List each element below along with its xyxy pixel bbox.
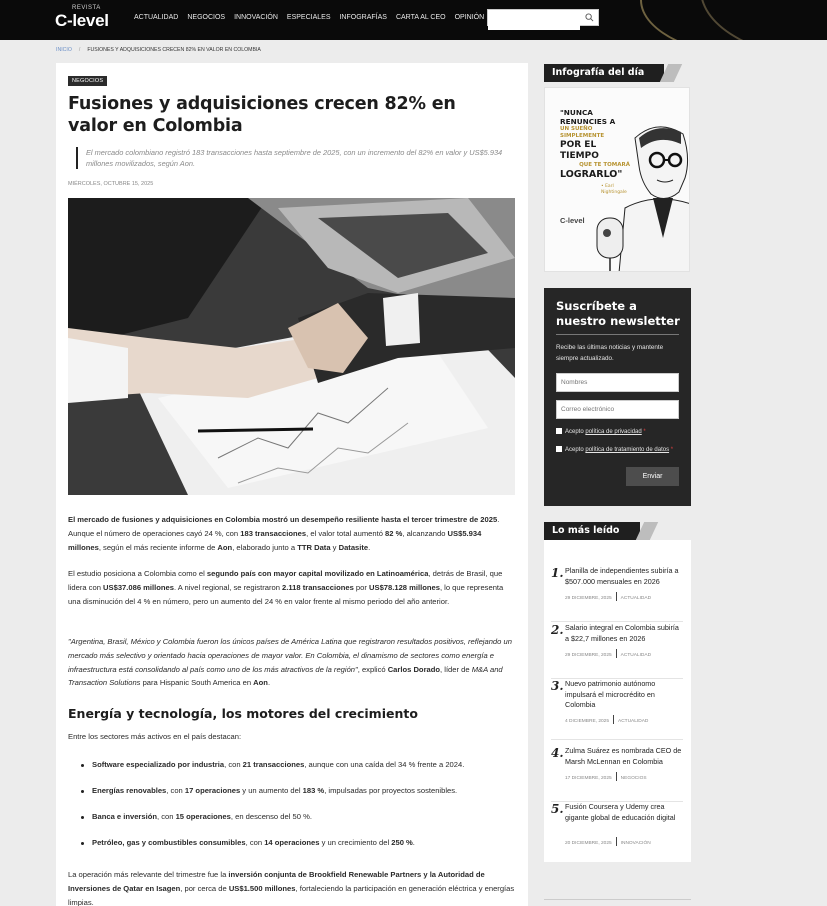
- data-treatment-checkbox[interactable]: [556, 446, 562, 452]
- article-hero-image: [68, 198, 515, 495]
- checkbox-label: Acepto: [565, 447, 586, 453]
- privacy-checkbox[interactable]: [556, 428, 562, 434]
- text-run: , el valor total aumentó: [306, 528, 386, 538]
- site-logo[interactable]: [55, 5, 125, 35]
- item-category[interactable]: NEGOCIOS: [620, 776, 647, 781]
- text-run-bold: Carlos Dorado: [387, 664, 441, 674]
- text-run: , explicó: [357, 664, 388, 674]
- text-run-bold: TTR Data: [297, 542, 331, 552]
- text-run: para Hispanic South America en: [140, 678, 254, 688]
- text-run-bold: 17 operaciones: [184, 786, 241, 795]
- text-run: , impulsadas por proyectos sostenibles.: [324, 786, 458, 795]
- meta-separator: [616, 649, 617, 658]
- privacy-policy-link[interactable]: política de privacidad: [585, 429, 642, 435]
- paragraph-2: [68, 567, 516, 608]
- data-consent: [556, 446, 681, 454]
- nav-item-carta-al-ceo[interactable]: CARTA AL CEO: [395, 13, 446, 21]
- text-run: .: [267, 678, 271, 688]
- checkbox-label: Acepto: [565, 429, 586, 435]
- paragraph-5: [68, 868, 516, 906]
- quote-line: QUE TE TOMARÁ: [579, 162, 630, 168]
- text-run: , con: [166, 786, 185, 795]
- meta-separator: [616, 837, 617, 846]
- text-run-bold: 15 operaciones: [175, 812, 231, 821]
- item-date: 4 DICIEMBRE, 2025: [565, 719, 609, 724]
- required-mark: *: [670, 447, 674, 453]
- data-treatment-policy-link[interactable]: política de tratamiento de datos: [585, 447, 670, 453]
- item-number: 3.: [551, 679, 564, 693]
- text-run: .: [412, 838, 415, 847]
- paragraph-3-quote: [68, 635, 516, 690]
- article-lead: El mercado colombiano registró 183 transacciones hasta septiembre de 2025, con un incremento del 82% en valor y US$5.934 millones movilizados, según Aon.: [76, 147, 506, 169]
- text-run-bold: 2.118 transacciones: [282, 582, 354, 592]
- breadcrumb: [56, 47, 261, 53]
- item-title[interactable]: Fusión Coursera y Udemy crea gigante global de educación digital: [565, 802, 676, 822]
- most-read-item[interactable]: [551, 744, 683, 802]
- text-run-bold: 183 transacciones: [240, 528, 307, 538]
- text-run: El estudio posiciona a Colombia como el: [68, 569, 207, 578]
- item-date: 20 DICIEMBRE, 2025: [565, 841, 612, 846]
- text-run-bold: US$5.934 millones: [68, 528, 482, 552]
- item-meta: [565, 649, 651, 658]
- top-navigation-bar: [0, 0, 827, 40]
- meta-separator: [616, 772, 617, 781]
- nav-item-infografias[interactable]: INFOGRAFÍAS: [339, 13, 387, 21]
- search-input[interactable]: [488, 15, 580, 30]
- main-nav: [134, 0, 493, 34]
- text-run-bold: Energías renovables: [92, 786, 167, 795]
- text-run: y un aumento del: [240, 786, 303, 795]
- most-read-list: [544, 540, 691, 862]
- text-run-bold: US$78.128 millones: [369, 582, 440, 592]
- quote-line: UN SUEÑO SIMPLEMENTE: [560, 126, 605, 139]
- search-icon[interactable]: [585, 13, 594, 22]
- heading-accent: [636, 522, 658, 540]
- item-number: 2.: [551, 623, 564, 637]
- newsletter-form: [544, 288, 691, 506]
- most-read-item[interactable]: [551, 677, 683, 740]
- logo-main-text: C-level: [55, 11, 109, 30]
- text-run: , alcanzando: [402, 528, 448, 538]
- quote-author: • Earl Nightingale: [601, 184, 627, 195]
- item-title[interactable]: Nuevo patrimonio autónomo impulsará el microcrédito en Colombia: [565, 679, 656, 709]
- infografia-logo: C-level: [560, 216, 585, 225]
- newsletter-description: Recibe las últimas noticias y mantente siempre actualizado.: [556, 344, 664, 362]
- paragraph-4: Entre los sectores más activos en el país destacan:: [68, 732, 242, 741]
- nav-item-negocios[interactable]: NEGOCIOS: [187, 13, 226, 21]
- text-run: , lo que representa una disminución del 4 % en número, pero un aumento del 24 % en valor frente al mismo periodo del año anterior.: [68, 582, 504, 606]
- category-tag[interactable]: NEGOCIOS: [68, 76, 107, 86]
- text-run-bold: inversión conjunta de Brookfield Renewable Partners y la Autoridad de Inversiones de Qatar en Isagen: [68, 870, 485, 893]
- list-item: [80, 812, 510, 824]
- infografia-heading: [544, 64, 664, 82]
- section-heading: Energía y tecnología, los motores del crecimiento: [68, 706, 418, 721]
- text-run-italic: M&A and Transaction Solutions: [68, 664, 503, 688]
- list-item: [80, 838, 510, 850]
- text-run-bold: Petróleo, gas y combustibles consumibles: [92, 838, 246, 847]
- item-date: 17 DICIEMBRE, 2025: [565, 776, 612, 781]
- item-number: 4.: [551, 746, 564, 760]
- text-run-bold: Aon: [253, 678, 268, 688]
- text-run: , con: [224, 760, 243, 769]
- email-field[interactable]: [556, 400, 679, 419]
- text-run-bold: 250 %: [391, 838, 413, 847]
- item-category[interactable]: ACTUALIDAD: [618, 719, 649, 724]
- text-run: , con: [245, 838, 265, 847]
- text-run: , líder de: [440, 664, 472, 674]
- name-field[interactable]: [556, 373, 679, 392]
- item-category[interactable]: INNOVACIÓN: [620, 841, 651, 846]
- nav-item-actualidad[interactable]: ACTUALIDAD: [134, 13, 179, 21]
- item-meta: [565, 715, 648, 724]
- item-meta: [565, 837, 651, 846]
- nav-item-innovacion[interactable]: INNOVACIÓN: [234, 13, 278, 21]
- list-item: [80, 786, 510, 798]
- item-date: 29 DICIEMBRE, 2025: [565, 653, 612, 658]
- text-run: .: [368, 542, 371, 552]
- item-date: 29 DICIEMBRE, 2025: [565, 596, 612, 601]
- text-run-bold: 14 operaciones: [264, 838, 320, 847]
- nav-item-opinion[interactable]: OPINIÓN: [454, 13, 485, 21]
- most-read-item[interactable]: [551, 564, 683, 622]
- text-run-bold: 82 %: [385, 528, 403, 538]
- text-run: por: [353, 582, 370, 592]
- text-run: La operación más relevante del trimestre fue la: [68, 870, 229, 879]
- text-run-bold: Datasite: [338, 542, 369, 552]
- divider: [544, 899, 691, 900]
- most-read-item[interactable]: [551, 800, 683, 860]
- item-category[interactable]: ACTUALIDAD: [620, 596, 652, 601]
- portrait-illustration: [595, 118, 690, 272]
- text-run: y: [330, 542, 339, 552]
- item-title[interactable]: Zulma Suárez es nombrada CEO de Marsh McLennan en Colombia: [565, 746, 682, 766]
- text-run: , detrás de Brasil, que lidera con: [68, 569, 503, 592]
- quote-line: LOGRARLO": [560, 169, 623, 180]
- breadcrumb-home-link[interactable]: INICIO: [56, 47, 72, 53]
- text-run-bold: Aon: [217, 542, 233, 552]
- meta-separator: [613, 715, 614, 724]
- text-run: , aunque con una caída del 34 % frente a 2024.: [304, 760, 465, 769]
- handshake-photo: [68, 198, 515, 495]
- privacy-consent: [556, 428, 681, 436]
- quote-line: "NUNCA RENUNCIES A: [560, 108, 616, 126]
- breadcrumb-current: FUSIONES Y ADQUISICIONES CRECEN 82% EN VALOR EN COLOMBIA: [87, 47, 261, 53]
- article-date: MIÉRCOLES, OCTUBRE 15, 2025: [68, 181, 154, 187]
- item-meta: [565, 592, 651, 601]
- divider: [556, 334, 679, 335]
- text-run: y un crecimiento del: [319, 838, 392, 847]
- nav-item-especiales[interactable]: ESPECIALES: [286, 13, 331, 21]
- text-run: , por cerca de: [180, 883, 229, 893]
- text-run: , fortaleciendo la participación en generación eléctrica y energías limpias.: [68, 883, 515, 906]
- item-number: 1.: [551, 566, 564, 580]
- search-box: [487, 9, 599, 26]
- paragraph-1: [68, 513, 516, 554]
- text-run: , en descenso del 50 %.: [230, 812, 312, 821]
- infografia-heading-text: Infografía del día: [552, 67, 645, 78]
- newsletter-title: Suscríbete a nuestro newsletter: [556, 299, 680, 328]
- text-run: , con: [157, 812, 176, 821]
- infografia-image[interactable]: [544, 87, 690, 272]
- most-read-item[interactable]: [551, 621, 683, 679]
- item-number: 5.: [551, 802, 564, 816]
- text-run: . A nivel regional, se registraron: [173, 582, 283, 592]
- heading-accent: [660, 64, 682, 82]
- quote-text: "Argentina, Brasil, México y Colombia fueron los únicos países de América Latina que registraron resultados positivos, reflejando un mercado más selectivo y orientado hacia operaciones de mayor valor. En Colombia, el dinamismo de sectores como energía e infraestructura está consolidando al país como uno de los más atractivos de la región": [68, 637, 512, 674]
- text-run-bold: US$37.086 millones: [103, 582, 174, 592]
- text-run-bold: segundo país con mayor capital movilizado en Latinoamérica: [206, 569, 429, 578]
- article-card: [56, 63, 528, 906]
- text-run-bold: Banca e inversión: [92, 812, 157, 821]
- list-item: [80, 760, 510, 772]
- text-run-bold: Software especializado por industria: [92, 760, 225, 769]
- text-run-bold: 21 transacciones: [242, 760, 305, 769]
- article-title: Fusiones y adquisiciones crecen 82% en valor en Colombia: [68, 94, 456, 136]
- text-run-bold: US$1.500 millones: [228, 883, 296, 893]
- submit-button[interactable]: Enviar: [626, 467, 679, 486]
- most-read-heading-text: Lo más leído: [552, 525, 620, 536]
- logo-small-text: REVISTA: [72, 5, 101, 11]
- item-title[interactable]: Planilla de independientes subiría a $507.000 mensuales en 2026: [565, 566, 679, 586]
- text-run: . Aunque el número de operaciones cayó 24 %, con: [68, 515, 500, 538]
- breadcrumb-separator: /: [78, 47, 81, 53]
- quote-line: POR EL TIEMPO: [560, 140, 599, 161]
- item-title[interactable]: Salario integral en Colombia subiría a $22,7 millones en 2026: [565, 623, 679, 643]
- text-run-bold: 183 %: [302, 786, 325, 795]
- paragraph-1-bold-intro: El mercado de fusiones y adquisiciones en Colombia mostró un desempeño resiliente hasta el tercer trimestre de 2025: [68, 515, 498, 524]
- meta-separator: [616, 592, 617, 601]
- item-meta: [565, 772, 647, 781]
- item-category[interactable]: ACTUALIDAD: [620, 653, 652, 658]
- most-read-heading: [544, 522, 640, 540]
- text-run: , elaborado junto a: [232, 542, 298, 552]
- required-mark: *: [643, 429, 646, 435]
- text-run: , según el más reciente informe de: [98, 542, 218, 552]
